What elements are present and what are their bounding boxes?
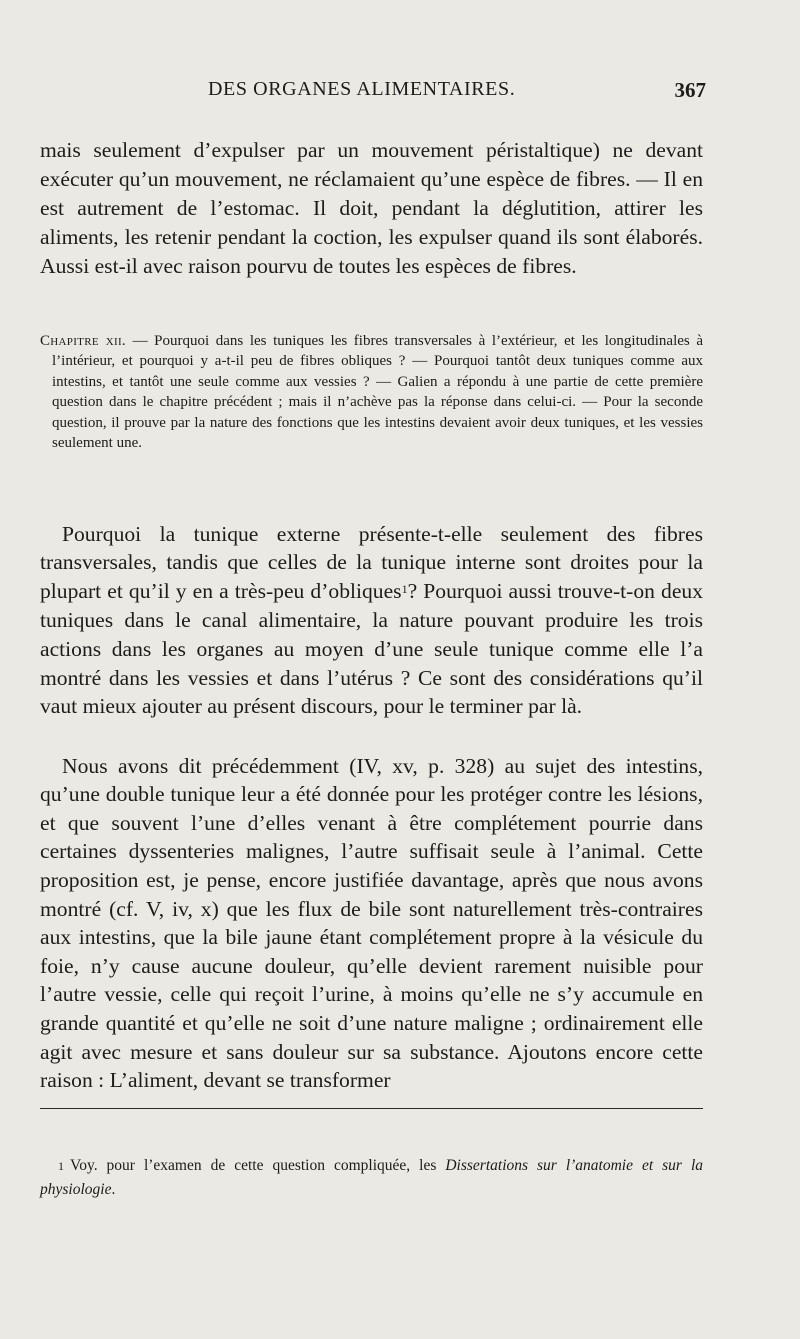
footnote-number: 1: [58, 1158, 64, 1173]
chapter-summary: [40, 331, 703, 453]
footnote-text: Voy. pour l’examen de cette question compliquée, les: [70, 1156, 446, 1174]
footnote-separator: [40, 1108, 703, 1109]
intro-paragraph: mais seulement d’expulser par un mouvement péristaltique) ne devant exécuter qu’un mouvement, ne réclamaient qu’une espèce de fibres. — Il en est autrement de l’estomac. Il doit, pendant la déglutition, attirer les aliments, les retenir pendant la coction, les expulser quand ils sont élaborés. Aussi est-il avec raison pourvu de toutes les espèces de fibres.: [40, 137, 703, 278]
footnote-reference[interactable]: 1: [401, 582, 408, 597]
footnote: [40, 1154, 703, 1202]
paragraph-1-text-b: ? Pourquoi aussi trouve-t-on deux tuniques dans le canal alimentaire, la nature pouvant produire les trois actions dans les organes au moyen d’une seule tunique comme elle l’a montré dans les vessies et dans l’utérus ? Ce sont des considérations qu’il vaut mieux ajouter au présent discours, pour le terminer par là.: [40, 579, 703, 719]
footnote-cited-title: Dissertations sur l’anatomie et sur la physiologie: [40, 1156, 704, 1198]
chapter-label: Chapitre xii.: [40, 333, 126, 349]
chapter-summary-text: — Pourquoi dans les tuniques les fibres transversales à l’extérieur, et les longitudinales à l’intérieur, et pourquoi y a-t-il peu de fibres obliques ? — Pourquoi tantôt deux tuniques comme aux intestins, et tantôt une seule comme aux vessies ? — Galien a répondu à une partie de cette première question dans le chapitre précédent ; mais il n’achève pas la réponse dans celui-ci. — Pour la seconde question, il prouve par la nature des fonctions que les intestins devaient avoir deux tuniques, et les vessies seulement une.: [52, 333, 703, 452]
body-paragraph-1: [40, 520, 703, 722]
running-head: [40, 78, 708, 108]
footnote-text-end: .: [111, 1180, 116, 1198]
running-title: DES ORGANES ALIMENTAIRES.: [208, 78, 516, 100]
page-number: 367: [674, 78, 706, 102]
paragraph-1-text-a: Pourquoi la tunique externe présente-t-elle seulement des fibres transversales, tandis que celles de la tunique interne sont droites pour la plupart et qu’il y en a très-peu d’obliques: [40, 521, 703, 604]
body-paragraph-2: Nous avons dit précédemment (IV, xv, p. 328) au sujet des intestins, qu’une double tunique leur a été donnée pour les protéger contre les lésions, et que souvent l’une d’elles venant à être complétement pourrie dans certaines dyssenteries malignes, l’autre suffisait seule à l’animal. Cette proposition est, je pense, encore justifiée davantage, après que nous avons montré (cf. V, iv, x) que les flux de bile sont naturellement très-contraires aux intestins, que la bile jaune étant complétement propre à la vésicule du foie, n’y cause aucune douleur, qu’elle devient rarement nuisible pour l’autre vessie, celle qui reçoit l’urine, à moins qu’elle ne s’y accumule en grande quantité et qu’elle ne soit d’une nature maligne ; ordinairement elle agit avec mesure et sans douleur sur sa substance. Ajoutons encore cette raison : L’aliment, devant se transformer: [40, 753, 703, 1093]
